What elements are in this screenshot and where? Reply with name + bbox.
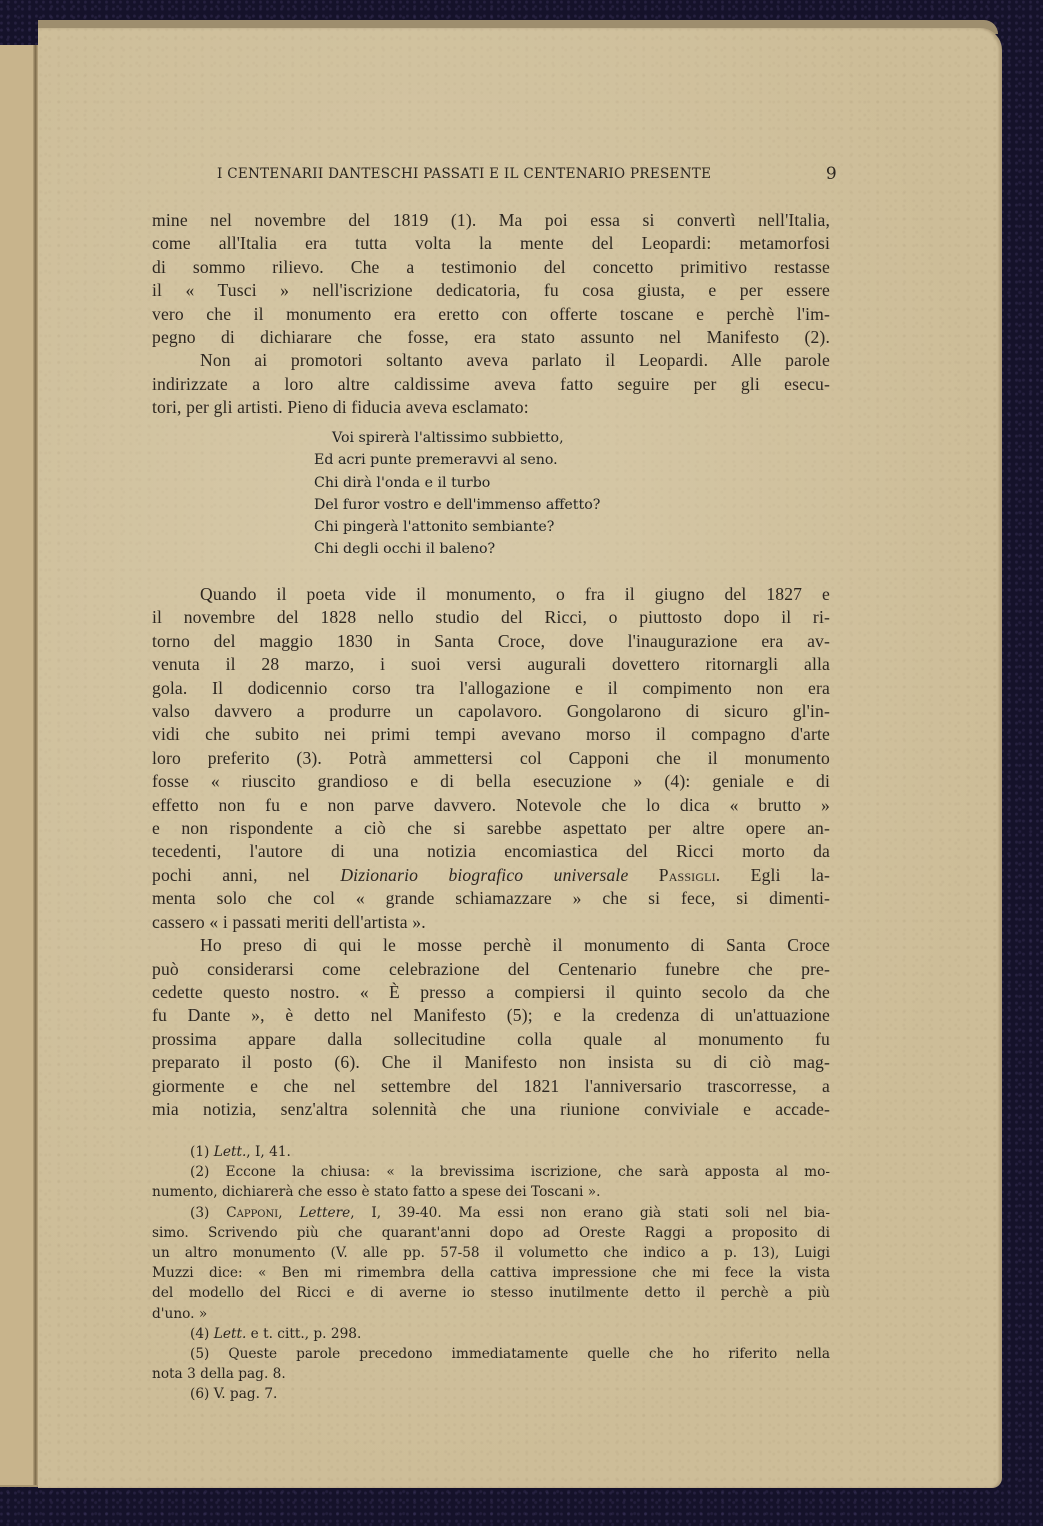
text-line: vero che il monumento era eretto con offerte toscane e perchè l'im-	[152, 303, 830, 324]
paragraph-4	[152, 934, 830, 1121]
text-line: venuta il 28 marzo, i suoi versi augurali dovettero ritornargli alla	[152, 654, 830, 675]
publisher-name: Passigli	[628, 864, 716, 885]
footnote-3	[152, 1203, 830, 1223]
verse-line: Chi degli occhi il baleno?	[314, 541, 496, 558]
author-name: Capponi	[226, 1204, 279, 1221]
footnote-3-cont: del modello del Ricci e di averne io stesso inutilmente detto il perchè a più	[152, 1285, 830, 1302]
footnote-3-cont: un altro monumento (V. alle pp. 57-58 il volumetto che indico a p. 13), Luigi	[152, 1245, 830, 1262]
text-line: indirizzate a loro altre caldissime aveva fatto seguire per gli esecu-	[152, 373, 830, 394]
text-line: prossima appare dalla sollecitudine colla quale al monumento fu	[152, 1028, 830, 1049]
verse-line: Voi spirerà l'altissimo subbietto,	[332, 430, 564, 446]
text-segment: pochi anni, nel	[152, 864, 341, 885]
text-line: il « Tusci » nell'iscrizione dedicatoria, fu cosa giusta, e per essere	[152, 280, 830, 301]
footnote-1	[152, 1142, 830, 1162]
text-line: cedette questo nostro. « È presso a compiersi il quinto secolo da che	[152, 981, 830, 1002]
citation-rest: e t. citt., p. 298.	[246, 1325, 362, 1342]
citation-title: Lettere	[299, 1204, 351, 1221]
verse-line: Ed acri punte premeravvi al seno.	[314, 452, 558, 469]
text-line: il novembre del 1828 nello studio del Ricci, o piuttosto dopo il ri-	[152, 607, 830, 628]
footnote-number: (4)	[190, 1325, 214, 1342]
text-line: torno del maggio 1830 in Santa Croce, dove l'inaugurazione era av-	[152, 630, 830, 651]
separator: ,	[278, 1204, 300, 1221]
paragraph-1	[152, 209, 830, 349]
citation-rest: , I, 39-40. Ma essi non erano già stati soli nel bia-	[350, 1204, 831, 1221]
footnote-3-cont: Muzzi dice: « Ben mi rimembra della cattiva impressione che mi fece la vista	[152, 1265, 830, 1282]
text-segment: . Egli la-	[715, 864, 830, 885]
paragraph-3	[152, 583, 830, 934]
text-line: pegno di dichiarare che fosse, era stato assunto nel Manifesto (2).	[152, 327, 830, 348]
footnote-2: (2) Eccone la chiusa: « la brevissima iscrizione, che sarà apposta al mo-	[190, 1164, 830, 1181]
text-line: tori, per gli artisti. Pieno di fiducia aveva esclamato:	[152, 397, 529, 418]
verse-line: Del furor vostro e dell'immenso affetto?	[314, 496, 601, 513]
text-line: fosse « riuscito grandioso e di bella esecuzione » (4): geniale e di	[152, 771, 830, 792]
footnote-5-cont: nota 3 della pag. 8.	[152, 1366, 286, 1383]
body-text-bottom	[152, 583, 830, 1121]
footnote-number: (1)	[190, 1144, 214, 1160]
running-head-title: I CENTENARII DANTESCHI PASSATI E IL CENTENARIO PRESENTE	[217, 166, 712, 182]
text-line	[152, 864, 830, 887]
text-line: valso davvero a produrre un capolavoro. Gongolarono di sicuro gl'in-	[152, 701, 830, 722]
verse-quotation	[314, 427, 734, 561]
text-line: Ho preso di qui le mosse perchè il monumento di Santa Croce	[200, 935, 830, 956]
text-line: può considerarsi come celebrazione del Centenario funebre che pre-	[152, 958, 830, 979]
page-number: 9	[825, 164, 837, 184]
citation-rest: , I, 41.	[246, 1144, 291, 1160]
dictionary-title: Dizionario biografico universale	[340, 864, 629, 885]
text-line: Quando il poeta vide il monumento, o fra il giugno del 1827 e	[200, 584, 830, 604]
footnote-2-cont: numento, dichiarerà che esso è stato fatto a spese dei Toscani ».	[152, 1184, 601, 1201]
text-line: giormente e che nel settembre del 1821 l'anniversario trascorresse, a	[152, 1075, 830, 1096]
text-line: Non ai promotori soltanto aveva parlato il Leopardi. Alle parole	[200, 350, 830, 371]
text-line: loro preferito (3). Potrà ammettersi col Capponi che il monumento	[152, 747, 830, 768]
text-line: mine nel novembre del 1819 (1). Ma poi essa si convertì nell'Italia,	[152, 210, 830, 230]
text-line: preparato il posto (6). Che il Manifesto non insista su di ciò mag-	[152, 1052, 830, 1073]
text-line: tecedenti, l'autore di una notizia encomiastica del Ricci morto da	[152, 841, 830, 862]
text-line: di sommo rilievo. Che a testimonio del concetto primitivo restasse	[152, 256, 830, 277]
text-line: come all'Italia era tutta volta la mente del Leopardi: metamorfosi	[152, 233, 830, 254]
citation-title: Lett.	[213, 1144, 247, 1160]
text-line: cassero « i passati meriti dell'artista ».	[152, 911, 426, 932]
footnote-5: (5) Queste parole precedono immediatamente quelle che ho riferito nella	[190, 1346, 830, 1363]
footnote-number: (3)	[190, 1204, 227, 1221]
verse-line: Chi pingerà l'attonito sembiante?	[314, 519, 555, 536]
text-line: effetto non fu e non parve davvero. Notevole che lo dica « brutto »	[152, 794, 830, 815]
paragraph-2	[152, 349, 830, 419]
text-line: menta solo che col « grande schiamazzare » che si fece, si dimenti-	[152, 888, 830, 909]
text-line: mia notizia, senz'altra solennità che una riunione conviviale e accade-	[152, 1098, 830, 1119]
text-line: gola. Il dodicennio corso tra l'allogazione e il compimento non era	[152, 677, 830, 698]
body-text-top	[152, 209, 830, 420]
text-line: fu Dante », è detto nel Manifesto (5); e la credenza di un'attuazione	[152, 1005, 830, 1026]
text-line: vidi che subito nei primi tempi avevano morso il compagno d'arte	[152, 724, 830, 745]
text-line: e non rispondente a ciò che si sarebbe aspettato per altre opere an-	[152, 818, 830, 839]
footnote-4	[152, 1324, 830, 1344]
footnote-3-cont: d'uno. »	[152, 1305, 208, 1322]
footnote-6: (6) V. pag. 7.	[190, 1386, 278, 1403]
footnote-3-cont: simo. Scrivendo più che quarant'anni dopo ad Oreste Raggi a proposito di	[152, 1224, 830, 1241]
citation-title: Lett.	[213, 1325, 247, 1342]
verse-line: Chi dirà l'onda e il turbo	[314, 474, 491, 491]
footnotes	[152, 1142, 830, 1405]
